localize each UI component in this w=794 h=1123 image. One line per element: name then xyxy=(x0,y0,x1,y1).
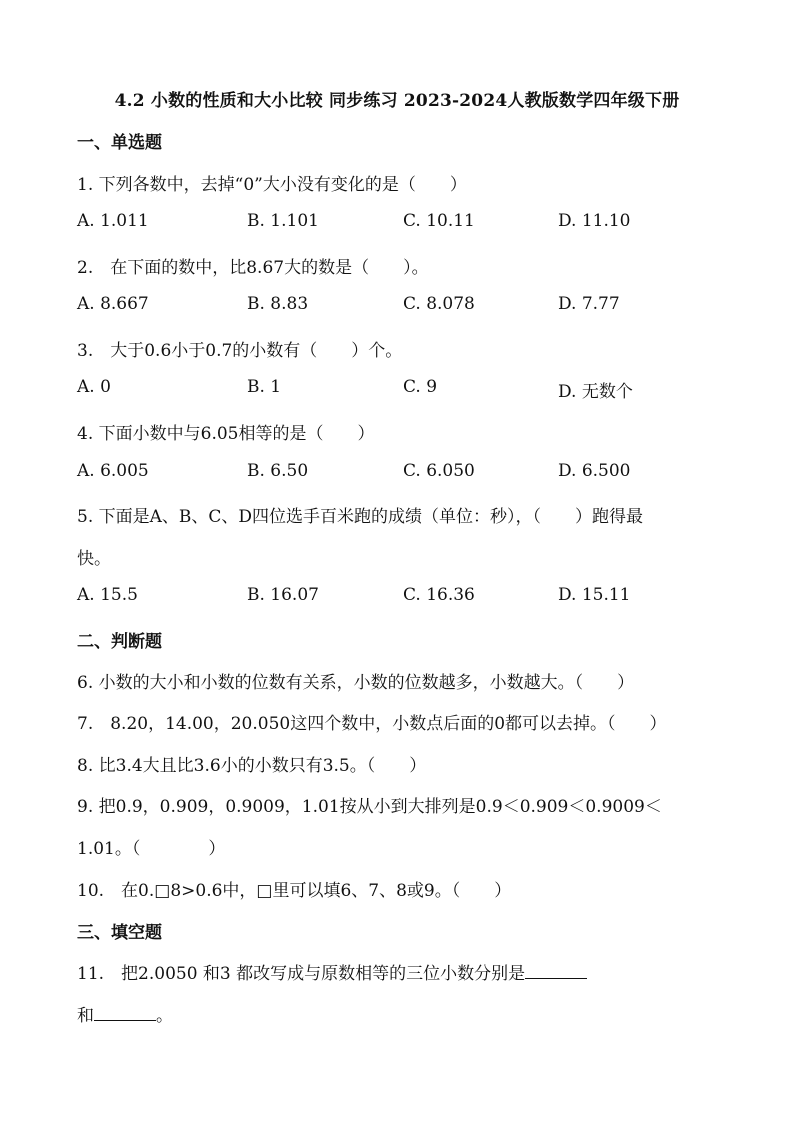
question-7: 7. 8.20，14.00，20.050这四个数中，小数点后面的0都可以去掉。（ ） xyxy=(77,714,667,734)
answer-blank-2[interactable] xyxy=(94,1019,156,1021)
q3-option-b: B. 1 xyxy=(247,377,282,397)
q3-option-d: D. 无数个 xyxy=(558,382,633,402)
q4-option-b: B. 6.50 xyxy=(247,461,309,481)
question-1: 1. 下列各数中，去掉“0”大小没有变化的是（ ） xyxy=(77,175,467,195)
question-9-line-1: 9. 把0.9，0.909，0.9009，1.01按从小到大排列是0.9＜0.909＜0.9009＜ xyxy=(77,797,662,817)
answer-blank-1[interactable] xyxy=(525,977,587,979)
question-8: 8. 比3.4大且比3.6小的小数只有3.5。（ ） xyxy=(77,756,427,776)
question-6: 6. 小数的大小和小数的位数有关系，小数的位数越多，小数越大。（ ） xyxy=(77,673,635,693)
question-3: 3. 大于0.6小于0.7的小数有（ ）个。 xyxy=(77,341,403,361)
q2-option-b: B. 8.83 xyxy=(247,294,309,314)
q5-option-d: D. 15.11 xyxy=(558,585,631,605)
q4-option-d: D. 6.500 xyxy=(558,461,631,481)
q3-option-c: C. 9 xyxy=(403,377,438,397)
q5-option-c: C. 16.36 xyxy=(403,585,475,605)
section-fill-blank: 三、填空题 xyxy=(77,923,162,943)
q4-option-a: A. 6.005 xyxy=(77,461,149,481)
question-11-and: 和 xyxy=(77,1006,94,1026)
q1-option-d: D. 11.10 xyxy=(558,211,631,231)
q2-option-d: D. 7.77 xyxy=(558,294,620,314)
q1-option-a: A. 1.011 xyxy=(77,211,149,231)
question-10: 10. 在0.□8>0.6中，□里可以填6、7、8或9。（ ） xyxy=(77,881,512,901)
q1-option-b: B. 1.101 xyxy=(247,211,319,231)
section-true-false: 二、判断题 xyxy=(77,632,162,652)
q2-option-a: A. 8.667 xyxy=(77,294,149,314)
question-5-line-1: 5. 下面是A、B、C、D四位选手百米跑的成绩（单位：秒），（ ）跑得最 xyxy=(77,507,644,527)
page-title: 4.2 小数的性质和大小比较 同步练习 2023-2024人教版数学四年级下册 xyxy=(114,91,680,111)
q4-option-c: C. 6.050 xyxy=(403,461,475,481)
question-11-text: 11. 把2.0050 和3 都改写成与原数相等的三位小数分别是 xyxy=(77,964,526,984)
q3-option-a: A. 0 xyxy=(77,377,111,397)
q5-option-b: B. 16.07 xyxy=(247,585,319,605)
question-5-line-2: 快。 xyxy=(77,549,111,569)
question-11-line-1 xyxy=(77,959,587,984)
question-11-line-2 xyxy=(77,1001,173,1026)
question-9-line-2: 1.01。（ ） xyxy=(77,839,226,859)
question-2: 2. 在下面的数中，比8.67大的数是（ ）。 xyxy=(77,258,429,278)
section-single-choice: 一、单选题 xyxy=(77,133,162,153)
question-11-period: 。 xyxy=(156,1006,173,1026)
q1-option-c: C. 10.11 xyxy=(403,211,475,231)
q5-option-a: A. 15.5 xyxy=(77,585,138,605)
q2-option-c: C. 8.078 xyxy=(403,294,475,314)
question-4: 4. 下面小数中与6.05相等的是（ ） xyxy=(77,424,375,444)
